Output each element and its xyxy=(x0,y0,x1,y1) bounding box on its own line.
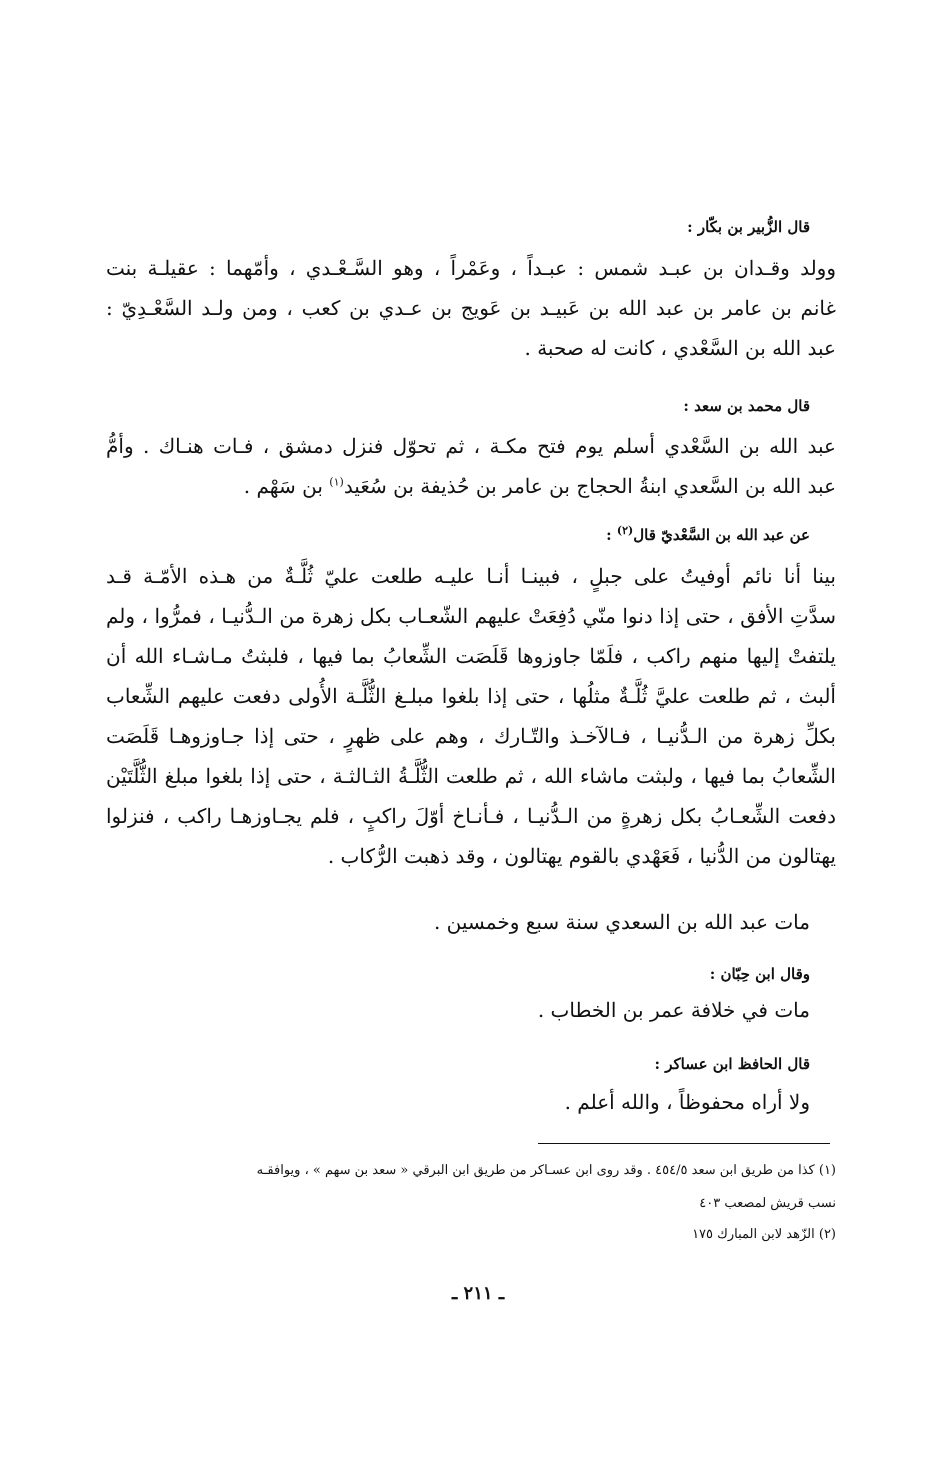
footnote-marker: (١) xyxy=(329,475,344,489)
ibn-asakir-text: ولا أراه محفوظاً ، والله أعلم . xyxy=(564,1090,810,1114)
section-heading-ibn-hibban: وقال ابن حِبّان : xyxy=(709,965,810,983)
page-number: ـ ٢١١ ـ xyxy=(452,1283,505,1304)
paragraph-hadith xyxy=(106,556,836,876)
footnote-marker: (٢) xyxy=(616,524,634,537)
section-heading-ibn-saadi xyxy=(606,526,810,544)
section-heading-ibn-asakir: قال الحافظ ابن عساكر : xyxy=(654,1055,810,1073)
heading-text: عن عبد الله بن السَّعْديّ قال xyxy=(633,526,810,544)
footnote-1: (١) كذا من طريق ابن سعد ٤٥٤/٥ . وقد روى ابن عسـاكر من طريق ابن البرقي « سعد بن سهم » ، ويوافقـه xyxy=(256,1163,836,1178)
text-span: بن سَهْم . xyxy=(243,474,323,498)
text-line: وولد وقـدان بن عبـد شمس : عبـداً ، وعَمْراً ، وهو السَّـعْـدي ، وأمّهما : عقيلـة بنت xyxy=(106,256,836,280)
text-line: بينا أنا نائم أوفيتُ على جبلٍ ، فبينـا أنـا عليـه طلعت عليّ ثُلَّـةٌ من هـذه الأمّـة قـد xyxy=(106,564,836,588)
text-line: عبد الله بن السَّعْدي أسلم يوم فتح مكـة ، ثم تحوّل فنزل دمشق ، فـات هنـاك . وأمُّ xyxy=(106,434,836,458)
section-heading-zubair: قال الزُّبير بن بكّار : xyxy=(687,218,810,236)
text-line: سدَّتِ الأفق ، حتى إذا دنوا منّي دُفِعَتْ عليهم الشّعـاب بكل زهرة من الـدُّنيـا ، فمرُّوا ، ولم xyxy=(106,604,836,628)
text-line: دفعت الشِّعـابُ بكل زهرةٍ من الـدُّنيـا ، فـأنـاخ أوّلَ راكبٍ ، فلم يجـاوزهـا راكب ، فنزلوا xyxy=(106,804,836,828)
text-line: بكلِّ زهرة من الـدُّنيـا ، فـالآخـذ والتّـارك ، وهم على ظهرٍ ، حتى إذا جـاوزوهـا قَلَصَت xyxy=(106,724,836,748)
text-line: غانم بن عامر بن عبد الله بن عَبيـد بن عَويج بن عـدي بن كعب ، ومن ولـد السَّعْـدِيّ : xyxy=(106,296,836,320)
paragraph-zubair xyxy=(106,248,836,368)
text-line: يلتفتْ إليها منهم راكب ، فلَمّا جاوزوها قَلَصَت الشِّعابُ بما فيها ، فلبثتُ مـاشـاء الله أن xyxy=(106,644,836,668)
text-line-with-footnote xyxy=(106,466,836,506)
text-span: عبد الله بن السَّعدي ابنةُ الحجاج بن عامر بن حُذيفة بن سُعَيد xyxy=(343,474,836,498)
text-line: يهتالون من الدُّنيا ، فَعَهْدي بالقوم يهتالون ، وقد ذهبت الرُّكاب . xyxy=(327,844,836,868)
ibn-hibban-text: مات في خلافة عمر بن الخطاب . xyxy=(537,998,810,1022)
heading-suffix: : xyxy=(606,526,617,544)
death-statement: مات عبد الله بن السعدي سنة سبع وخمسين . xyxy=(433,910,810,934)
footnote-divider xyxy=(538,1143,830,1144)
text-line: الشِّعابُ بما فيها ، ولبثت ماشاء الله ، ثم طلعت الثُّلَّـةُ الثـالثـة ، حتى إذا بلغوا مبلغ الثُّلَّتَيْن xyxy=(106,764,836,788)
paragraph-ibn-saad xyxy=(106,426,836,506)
footnote-1-continuation: نسب قريش لمصعب ٤٠٣ xyxy=(699,1196,836,1211)
footnote-2: (٢) الزّهد لابن المبارك ١٧٥ xyxy=(692,1227,836,1242)
text-line: عبد الله بن السَّعْدي ، كانت له صحبة . xyxy=(524,336,836,360)
text-line: ألبث ، ثم طلعت عليَّ ثُلَّـةٌ مثلُها ، حتى إذا بلغوا مبلـغ الثُّلَّـة الأُولى دفعت عليهم الشِّعاب xyxy=(106,684,836,708)
section-heading-ibn-saad: قال محمد بن سعد : xyxy=(683,397,810,415)
